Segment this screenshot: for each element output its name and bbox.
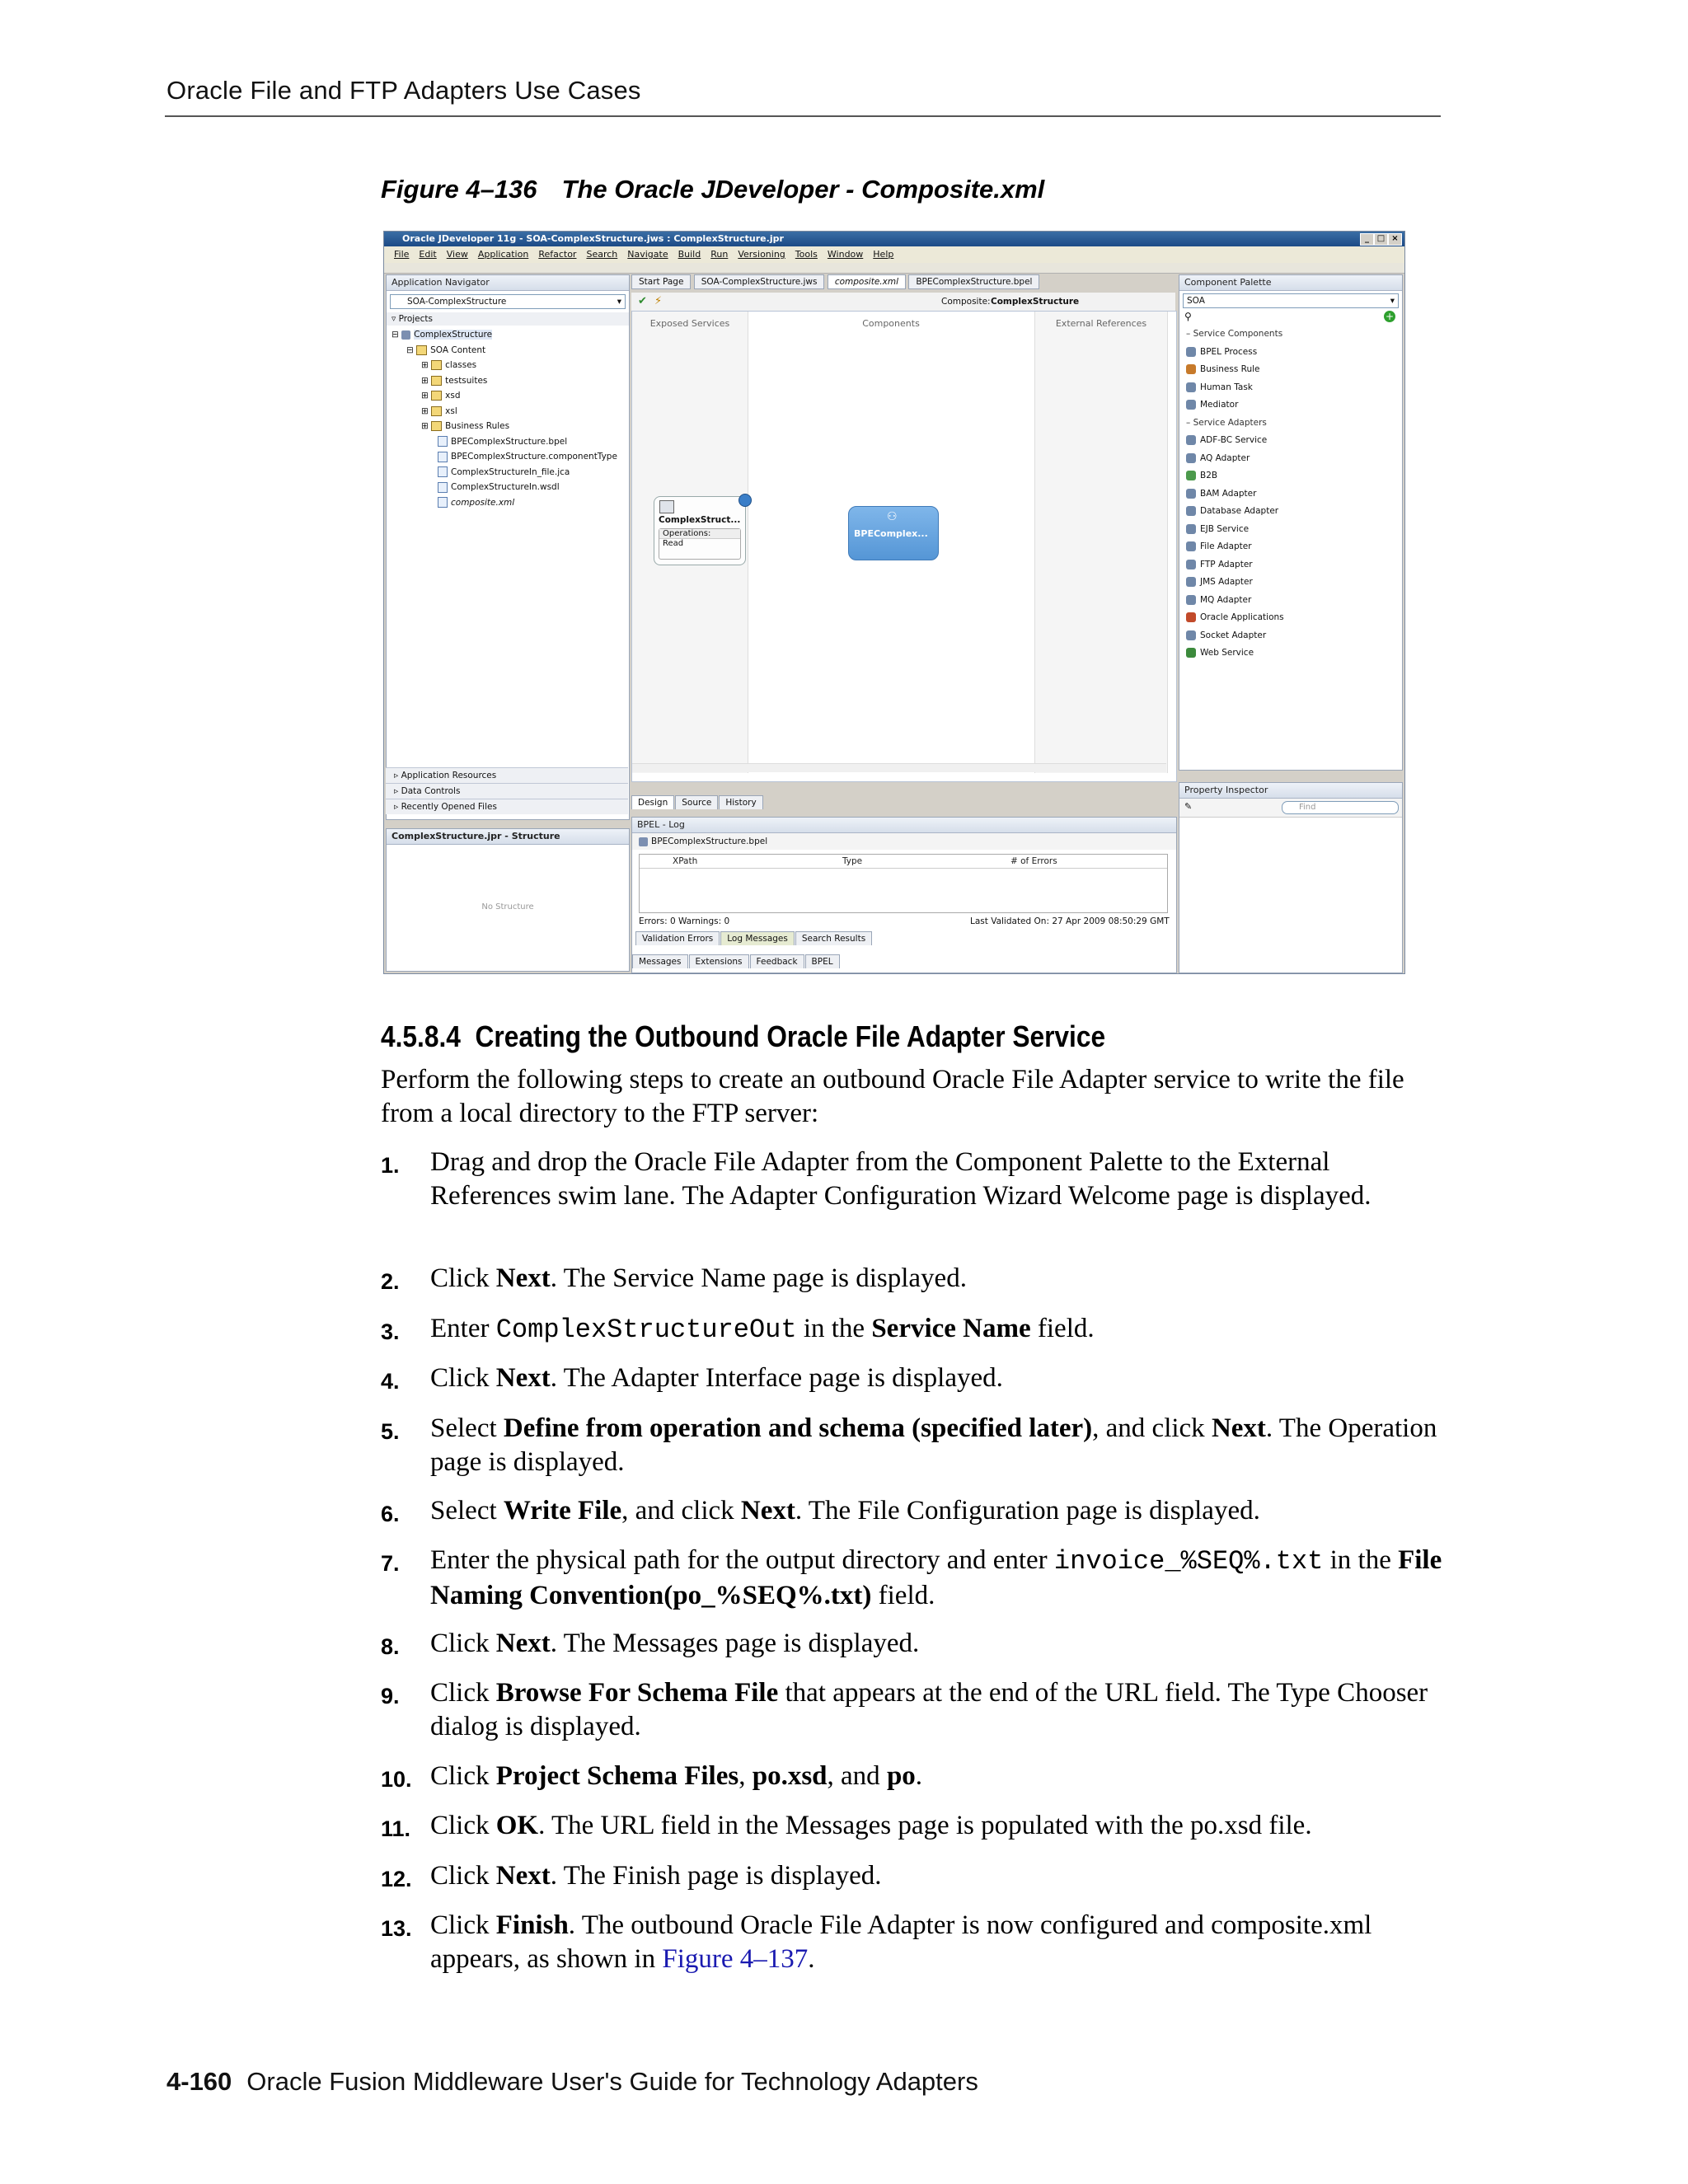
jca-file-icon: [438, 466, 448, 477]
adapter-icon: [1186, 435, 1196, 445]
figure-4-137-link[interactable]: Figure 4–137: [662, 1943, 809, 1974]
window-title: Oracle JDeveloper 11g - SOA-ComplexStructure.jws : ComplexStructure.jpr: [402, 233, 784, 244]
adapter-icon: [1186, 453, 1196, 463]
palette-item-oracle-applications[interactable]: Oracle Applications: [1186, 609, 1402, 627]
tab-start-page[interactable]: Start Page: [631, 274, 691, 289]
tree-item[interactable]: ComplexStructureIn.wsdl: [387, 480, 629, 495]
palette-item-b2b[interactable]: B2B: [1186, 467, 1402, 485]
service-component[interactable]: [654, 496, 746, 565]
pin-icon[interactable]: ✎: [1184, 801, 1193, 812]
palette-item-bpel-process[interactable]: BPEL Process: [1186, 344, 1402, 362]
lane-external-references: External References: [1034, 312, 1168, 773]
intro-paragraph: Perform the following steps to create an outbound Oracle File Adapter service to write the file from a local directory to the FTP server:: [381, 1065, 1404, 1128]
chevron-down-icon: ▾: [1390, 296, 1395, 306]
tab-soa-complexstructure[interactable]: SOA-ComplexStructure.jws: [694, 274, 825, 289]
palette-item-jms[interactable]: JMS Adapter: [1186, 574, 1402, 592]
chevron-down-icon: ▾: [617, 297, 621, 307]
menu-view[interactable]: View: [446, 249, 468, 260]
add-icon[interactable]: +: [1385, 311, 1395, 322]
folder-icon: [431, 376, 442, 386]
adapter-icon: [1186, 560, 1196, 569]
menu-window[interactable]: Window: [827, 249, 864, 260]
folder-icon: [431, 360, 442, 370]
col-xpath[interactable]: XPath: [673, 856, 698, 866]
adapter-icon: [1186, 489, 1196, 499]
tree-item[interactable]: ⊞ classes: [421, 360, 477, 370]
structure-panel: [386, 828, 630, 972]
tab-history[interactable]: History: [719, 795, 762, 809]
tab-messages[interactable]: Messages: [632, 954, 688, 968]
composite-canvas: [631, 311, 1177, 782]
figure-caption: [381, 175, 1044, 204]
editor-tab-strip: [631, 274, 1175, 291]
menu-search[interactable]: Search: [586, 249, 618, 260]
projects-label: Projects: [398, 314, 434, 324]
folder-icon: [431, 406, 442, 416]
palette-item-web-service[interactable]: Web Service: [1186, 644, 1402, 663]
bpel-component[interactable]: [848, 506, 939, 560]
palette-item-mq[interactable]: MQ Adapter: [1186, 592, 1402, 610]
oracle-applications-icon: [1186, 612, 1196, 622]
palette-item-human-task[interactable]: Human Task: [1186, 379, 1402, 397]
lane-exposed-services: Exposed Services: [632, 312, 748, 773]
menu-build[interactable]: Build: [678, 249, 701, 260]
accordion-application-resources[interactable]: ▹ Application Resources: [386, 767, 628, 783]
composite-file-icon: [438, 497, 448, 508]
editor-toolbar: [631, 293, 1175, 312]
tab-log-messages[interactable]: Log Messages: [720, 931, 795, 945]
binoculars-icon[interactable]: ⚲: [1184, 311, 1192, 322]
palette-item-file-adapter[interactable]: File Adapter: [1186, 538, 1402, 556]
page-number: 4-160: [166, 2067, 232, 2096]
tab-search-results[interactable]: Search Results: [795, 931, 872, 945]
file-adapter-icon: [659, 500, 674, 513]
adapter-icon: [1186, 506, 1196, 516]
project-icon: [401, 330, 410, 340]
palette-item-database[interactable]: Database Adapter: [1186, 503, 1402, 521]
bpel-process-icon: ⚇: [887, 510, 898, 523]
accordion-data-controls[interactable]: ▹ Data Controls: [386, 783, 628, 799]
mediator-icon: [1186, 400, 1196, 410]
tree-item[interactable]: ⊟ SOA Content: [406, 344, 486, 355]
tree-item[interactable]: ⊞ xsl: [421, 405, 457, 416]
menu-bar: [384, 246, 1404, 263]
tree-item[interactable]: BPEComplexStructure.componentType: [387, 449, 629, 465]
tree-item[interactable]: ComplexStructureIn_file.jca: [387, 465, 629, 480]
section-heading: 4.5.8.4 Creating the Outbound Oracle File Adapter Service: [381, 1019, 1106, 1053]
tab-validation-errors[interactable]: Validation Errors: [635, 931, 720, 945]
project-tree: [387, 326, 629, 510]
menu-file[interactable]: File: [394, 249, 410, 260]
b2b-icon: [1186, 471, 1196, 480]
bpel-log-title: BPEL - Log: [632, 818, 1176, 833]
tab-bpel[interactable]: BPEL: [805, 954, 840, 968]
palette-select-value: SOA: [1187, 296, 1205, 306]
log-status-right: Last Validated On: 27 Apr 2009 08:50:29 GMT: [970, 916, 1170, 926]
running-header: Oracle File and FTP Adapters Use Cases: [166, 76, 641, 105]
navigator-accordion: [386, 767, 628, 814]
menu-run[interactable]: Run: [710, 249, 729, 260]
adapter-icon: [1186, 630, 1196, 640]
property-inspector-title: Property Inspector: [1179, 783, 1402, 799]
find-field[interactable]: Find: [1282, 801, 1399, 814]
structure-title: ComplexStructure.jpr - Structure: [387, 829, 629, 845]
palette-search-row: [1179, 311, 1402, 326]
component-type-file-icon: [438, 452, 448, 462]
application-navigator-title: Application Navigator: [387, 275, 629, 291]
lane-components: Components: [748, 312, 1034, 773]
menu-navigate[interactable]: Navigate: [627, 249, 668, 260]
tab-bpel[interactable]: BPEComplexStructure.bpel: [908, 274, 1039, 289]
palette-item-ftp-adapter[interactable]: FTP Adapter: [1186, 556, 1402, 574]
tree-item[interactable]: BPEComplexStructure.bpel: [387, 434, 629, 450]
folder-icon: [431, 391, 442, 401]
tab-composite-xml[interactable]: composite.xml: [828, 274, 906, 289]
palette-section-header: – Service Adapters: [1186, 417, 1267, 428]
palette-item-business-rule[interactable]: Business Rule: [1186, 361, 1402, 379]
accordion-recently-opened[interactable]: ▹ Recently Opened Files: [386, 799, 628, 814]
service-port-icon[interactable]: [738, 494, 752, 507]
tree-item[interactable]: ⊞ testsuites: [421, 375, 488, 386]
validate-icon[interactable]: ✔: [638, 295, 647, 307]
palette-item-mediator[interactable]: Mediator: [1186, 396, 1402, 415]
figure-number: Figure 4–136: [381, 175, 537, 204]
log-bottom-tabs: [632, 954, 841, 968]
tree-item[interactable]: ⊟ ComplexStructure: [392, 330, 493, 340]
operations-box: [659, 528, 741, 560]
composite-name: ComplexStructure: [991, 297, 1080, 307]
log-table-header: [640, 855, 1167, 869]
service-name: ComplexStruct...: [659, 515, 741, 525]
menu-refactor[interactable]: Refactor: [538, 249, 577, 260]
tree-item[interactable]: composite.xml: [387, 495, 629, 511]
menu-application[interactable]: Application: [477, 249, 529, 260]
folder-icon: [416, 345, 427, 355]
log-file-row: BPEComplexStructure.bpel: [632, 833, 1176, 850]
component-palette-title: Component Palette: [1179, 275, 1402, 291]
palette-item-ejb[interactable]: EJB Service: [1186, 521, 1402, 539]
tab-source[interactable]: Source: [675, 795, 718, 809]
wsdl-file-icon: [438, 482, 448, 493]
bpel-process-icon: [1186, 347, 1196, 357]
page-footer: [166, 2067, 978, 2097]
maximize-icon[interactable]: □: [1374, 233, 1388, 246]
editor-bottom-tabs: [631, 795, 764, 809]
adapter-icon: [1186, 541, 1196, 551]
col-type[interactable]: Type: [842, 856, 863, 866]
business-rule-icon: [1186, 364, 1196, 374]
web-service-icon: [1186, 648, 1196, 658]
structure-empty-text: No Structure: [481, 902, 534, 912]
tree-item[interactable]: ⊞ Business Rules: [421, 421, 510, 431]
property-inspector-panel: [1179, 782, 1403, 973]
application-select[interactable]: [390, 294, 626, 309]
application-navigator-panel: [386, 274, 630, 820]
menu-edit[interactable]: Edit: [419, 249, 437, 260]
tree-item[interactable]: ⊞ xsd: [421, 391, 461, 401]
operations-label: Operations:: [659, 529, 740, 539]
adapter-icon: [1186, 595, 1196, 605]
application-select-value: SOA-ComplexStructure: [407, 297, 507, 307]
lightning-icon[interactable]: ⚡: [654, 295, 663, 307]
palette-item-adf-bc[interactable]: ADF-BC Service: [1186, 432, 1402, 450]
palette-item-aq[interactable]: AQ Adapter: [1186, 450, 1402, 468]
palette-item-bam[interactable]: BAM Adapter: [1186, 485, 1402, 504]
menu-tools[interactable]: Tools: [795, 249, 818, 260]
palette-item-socket[interactable]: Socket Adapter: [1186, 627, 1402, 645]
log-table: [639, 854, 1168, 913]
adapter-icon: [1186, 577, 1196, 587]
property-inspector-toolbar: [1179, 799, 1402, 818]
header-rule: [165, 115, 1441, 117]
tab-design[interactable]: Design: [631, 795, 674, 809]
component-palette-panel: [1179, 274, 1403, 771]
tab-extensions[interactable]: Extensions: [689, 954, 749, 968]
palette-list: [1179, 326, 1402, 663]
menu-versioning[interactable]: Versioning: [738, 249, 785, 260]
log-tabs: [635, 931, 873, 945]
bpel-file-icon: [438, 436, 448, 447]
bpel-file-icon: [639, 837, 648, 846]
projects-header[interactable]: ▿ Projects: [387, 312, 629, 326]
col-errors[interactable]: # of Errors: [1010, 856, 1057, 866]
figure-title: The Oracle JDeveloper - Composite.xml: [561, 175, 1045, 204]
operation-read[interactable]: Read: [663, 539, 684, 548]
human-task-icon: [1186, 382, 1196, 392]
close-icon[interactable]: ×: [1388, 233, 1402, 246]
window-titlebar: [384, 232, 1404, 246]
folder-icon: [431, 421, 442, 431]
canvas-scrollbar[interactable]: [632, 763, 1166, 772]
palette-section-header: – Service Components: [1186, 329, 1283, 339]
tab-feedback[interactable]: Feedback: [750, 954, 804, 968]
jdeveloper-screenshot: [383, 231, 1405, 974]
minimize-icon[interactable]: _: [1360, 233, 1374, 246]
bpel-component-name: BPEComplex...: [854, 528, 928, 539]
composite-label: Composite:: [941, 297, 991, 307]
bpel-log-panel: [631, 817, 1177, 973]
main-toolbar: [384, 263, 1404, 274]
menu-help[interactable]: Help: [873, 249, 894, 260]
log-status-left: Errors: 0 Warnings: 0: [639, 916, 730, 926]
adapter-icon: [1186, 524, 1196, 534]
palette-select[interactable]: [1183, 293, 1399, 308]
book-title: Oracle Fusion Middleware User's Guide for Technology Adapters: [246, 2067, 978, 2096]
